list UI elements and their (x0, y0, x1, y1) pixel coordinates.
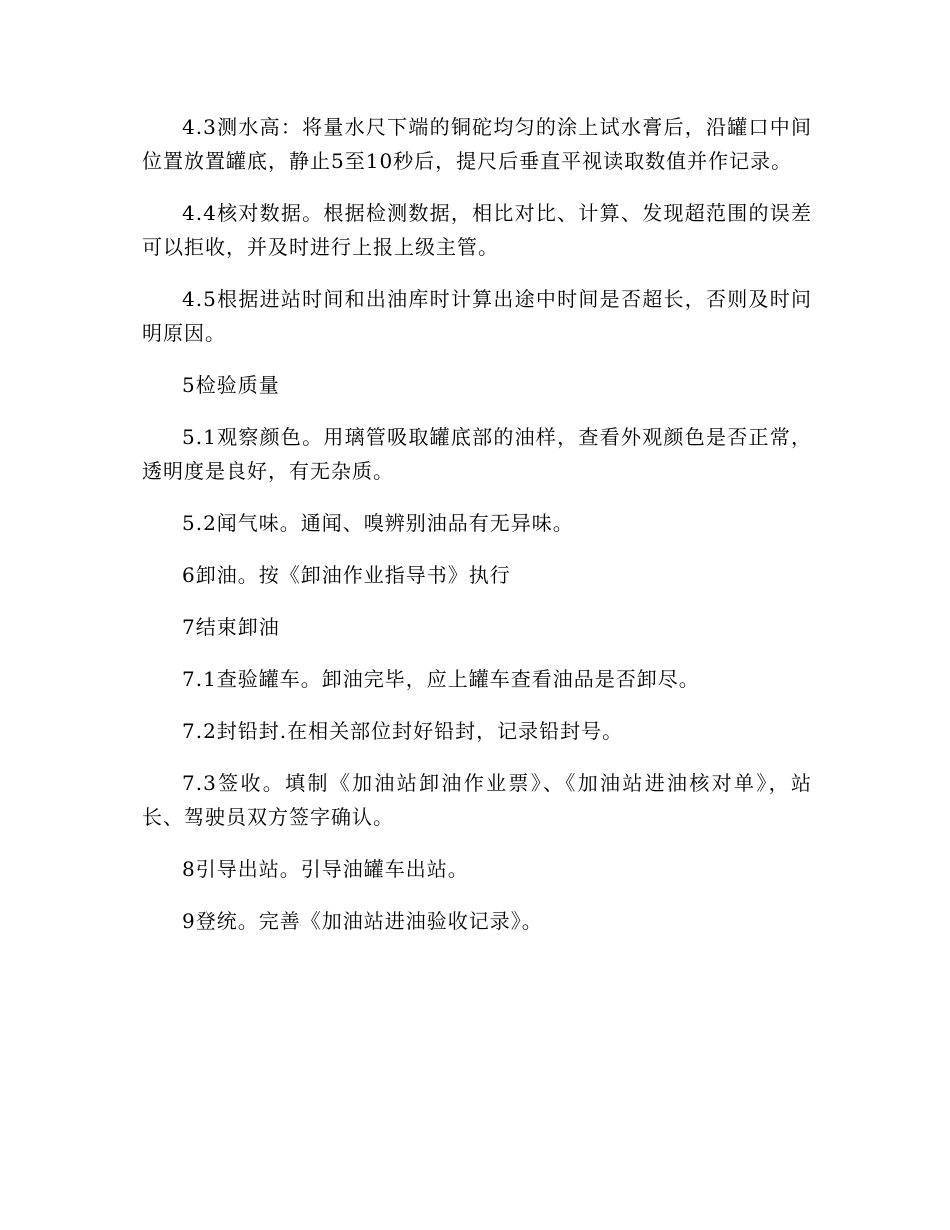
section-heading-9: 9登统。完善《加油站进油验收记录》。 (182, 909, 543, 933)
paragraph-5-1: 5.1观察颜色。用璃管吸取罐底部的油样，查看外观颜色是否正常，透明度是良好，有无杂质。 (142, 425, 812, 483)
paragraph-7-3: 7.3签收。填制《加油站卸油作业票》、《加油站进油核对单》，站长、驾驶员双方签字确认。 (142, 771, 812, 829)
paragraph-7-2: 7.2封铅封.在相关部位封好铅封，记录铅封号。 (182, 719, 624, 743)
paragraph-7-1: 7.1查验罐车。卸油完毕，应上罐车查看油品是否卸尽。 (182, 667, 700, 691)
paragraph-5-2: 5.2闻气味。通闻、嗅辨别油品有无异味。 (182, 511, 574, 535)
section-heading-8: 8引导出站。引导油罐车出站。 (182, 857, 469, 881)
section-heading-6: 6卸油。按《卸油作业指导书》执行 (182, 563, 511, 587)
section-heading-5: 5检验质量 (182, 373, 280, 397)
document-body (142, 110, 812, 956)
paragraph-4-3: 4.3测水高：将量水尺下端的铜砣均匀的涂上试水膏后，沿罐口中间位置放置罐底，静止5至10秒后，提尺后垂直平视读取数值并作记录。 (142, 115, 812, 173)
section-heading-7: 7结束卸油 (182, 615, 280, 639)
paragraph-4-5: 4.5根据进站时间和出油库时计算出途中时间是否超长，否则及时问明原因。 (142, 287, 812, 345)
paragraph-4-4: 4.4核对数据。根据检测数据，相比对比、计算、发现超范围的误差可以拒收，并及时进行上报上级主管。 (142, 201, 812, 259)
